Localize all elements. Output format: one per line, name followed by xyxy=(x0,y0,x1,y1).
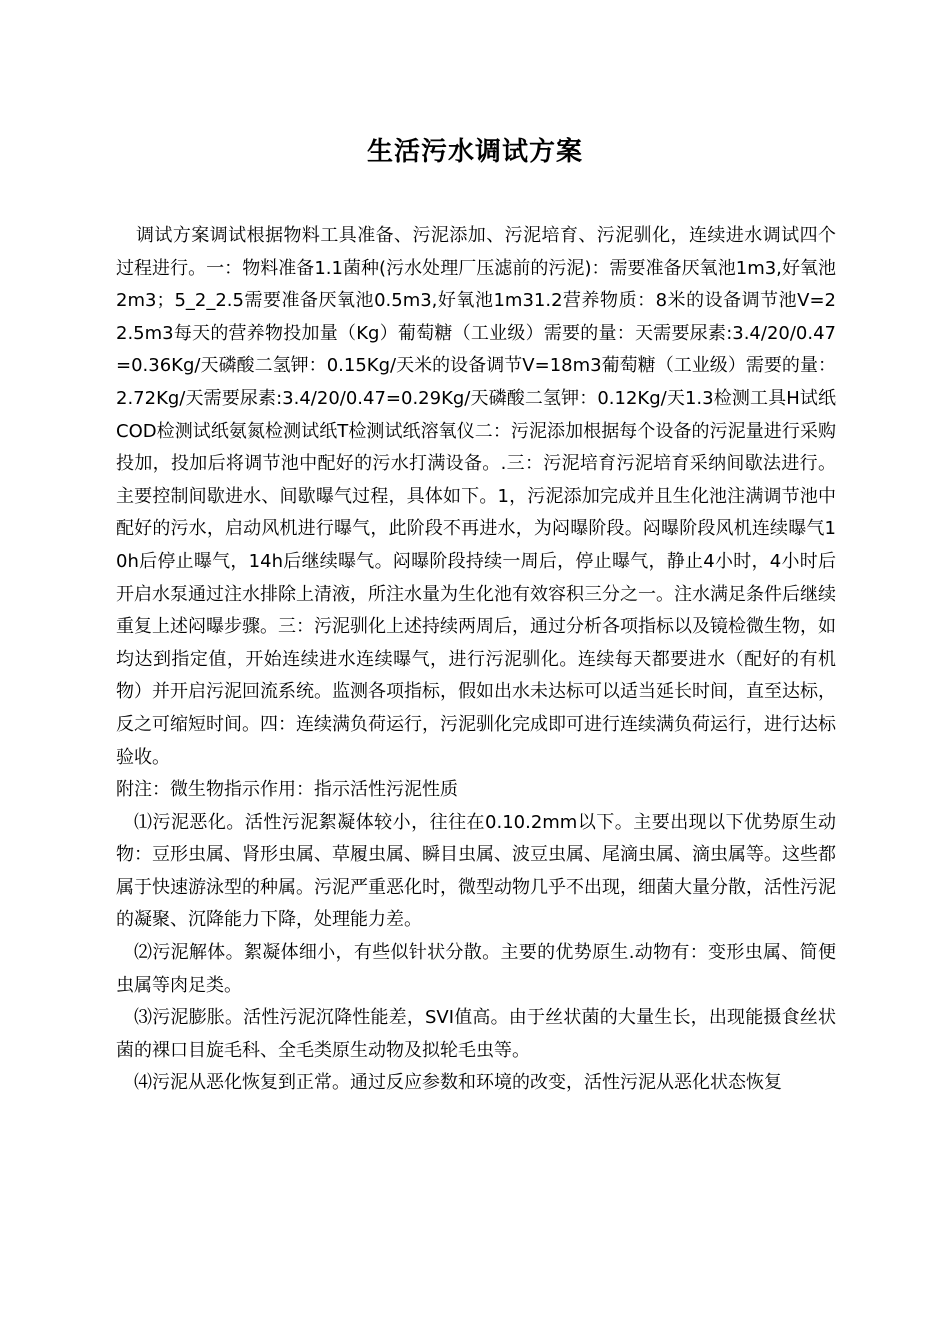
main-paragraph: 调试方案调试根据物料工具准备、污泥添加、污泥培育、污泥驯化，连续进水调试四个过程进行。一：物料准备1.1菌种(污水处理厂压滤前的污泥)：需要准备厌氧池1m3,好氧池2m3；5_2_2.5需要准备厌氧池0.5m3,好氧池1m31.2营养物质：8米的设备调节池V=22.5m3每天的营养物投加量（Kg）葡萄糖（工业级）需要的量：天需要尿素:3.4/20/0.47=0.36Kg/天磷酸二氢钾：0.15Kg/天米的设备调节V=18m3葡萄糖（工业级）需要的量：2.72Kg/天需要尿素:3.4/20/0.47=0.29Kg/天磷酸二氢钾：0.12Kg/天1.3检测工具H试纸COD检测试纸氨氮检测试纸T检测试纸溶氧仪二：污泥添加根据每个设备的污泥量进行采购投加，投加后将调节池中配好的污水打满设备。.三：污泥培育污泥培育采纳间歇法进行。主要控制间歇进水、间歇曝气过程，具体如下。1，污泥添加完成并且生化池注满调节池中配好的污水，启动风机进行曝气，此阶段不再进水，为闷曝阶段。闷曝阶段风机连续曝气10h后停止曝气，14h后继续曝气。闷曝阶段持续一周后，停止曝气，静止4小时，4小时后开启水泵通过注水排除上清液，所注水量为生化池有效容积三分之一。注水满足条件后继续重复上述闷曝步骤。三：污泥驯化上述持续两周后，通过分析各项指标以及镜检微生物，如均达到指定值，开始连续进水连续曝气，进行污泥驯化。连续每天都要进水（配好的有机物）并开启污泥回流系统。监测各项指标，假如出水未达标可以适当延长时间，直至达标，反之可缩短时间。四：连续满负荷运行，污泥驯化完成即可进行连续满负荷运行，进行达标验收。 xyxy=(116,225,836,768)
note-item-1: ⑴污泥恶化。活性污泥絮凝体较小，往往在0.10.2mm以下。主要出现以下优势原生动物：豆形虫属、肾形虫属、草履虫属、瞬目虫属、波豆虫属、尾滴虫属、滴虫属等。这些都属于快速游泳型的种属。污泥严重恶化时，微型动物几乎不出现，细菌大量分散，活性污泥的凝聚、沉降能力下降，处理能力差。 xyxy=(116,811,836,931)
note-item-2: ⑵污泥解体。絮凝体细小，有些似针状分散。主要的优势原生.动物有：变形虫属、简便虫属等肉足类。 xyxy=(116,942,836,996)
document-title: 生活污水调试方案 xyxy=(366,137,583,167)
note-item-4: ⑷污泥从恶化恢复到正常。通过反应参数和环境的改变，活性污泥从恶化状态恢复 xyxy=(134,1072,782,1094)
note-heading: 附注：微生物指示作用：指示活性污泥性质 xyxy=(116,779,458,801)
note-item-3: ⑶污泥膨胀。活性污泥沉降性能差，SVI值高。由于丝状菌的大量生长，出现能摄食丝状菌的裸口目旋毛科、全毛类原生动物及拟轮毛虫等。 xyxy=(116,1007,836,1061)
document-body xyxy=(116,220,836,1100)
